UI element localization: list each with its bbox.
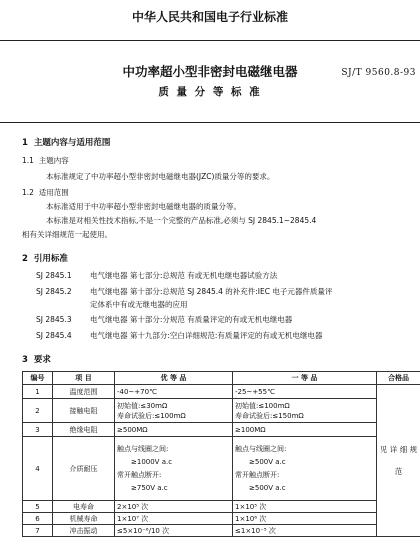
ref-text: 电气继电器 第十部分:分规范 有质量评定的有或无机电继电器: [90, 315, 293, 324]
table-row: 1 温度范围 -40~+70℃ -25~+55℃ 见 详 细 规 范: [23, 385, 420, 399]
ref-code: SJ 2845.4: [36, 331, 72, 340]
section-1-2-heading: 1.2 适用范围: [22, 188, 69, 197]
title-rule: [0, 122, 420, 123]
ref-text: 电气继电器 第十九部分:空白详细规范:有质量评定的有或无机电继电器: [90, 331, 323, 340]
col-header-qualified-grade: 合格品: [377, 372, 420, 385]
section-1-2-body-1: 本标准适用于中功率超小型非密封电磁继电器的质量分等。: [46, 202, 241, 211]
standard-number: SJ/T 9560.8-93: [341, 68, 416, 78]
table-row: 2 接触电阻 初始值:≤30mΩ 寿命试验后:≤100mΩ 初始值:≤100mΩ 寿命试验后:≤150mΩ: [23, 399, 420, 423]
table-header-row: [23, 372, 420, 385]
col-header-number: 编号: [23, 372, 53, 385]
table-row: 6 机械寿命 1×10⁷ 次 1×10⁶ 次: [23, 513, 420, 525]
header-rule: [0, 40, 420, 41]
section-3-heading: 3 要求: [22, 355, 51, 365]
document-subtitle: 质 量 分 等 标 准: [158, 86, 262, 98]
ref-code: SJ 2845.1: [36, 271, 72, 280]
table-row: 4 介质耐压 触点与线圈之间: ≥1000V a.c 常开触点断开: ≥750V a.c 触点与线圈之间: ≥500V a.c 常开触点断开: ≥500V a.c: [23, 437, 420, 501]
table-row: 5 电寿命 2×10⁵ 次 1×10⁵ 次: [23, 501, 420, 513]
quality-grade-table: [22, 371, 420, 537]
section-1-heading: 1 主题内容与适用范围: [22, 138, 111, 148]
qualified-grade-note: 见 详 细 规 范: [377, 385, 420, 537]
col-header-item: 项 目: [53, 372, 115, 385]
table-row: 3 绝缘电阻 ≥500MΩ ≥100MΩ: [23, 423, 420, 437]
section-1-2-body-2: 本标准是对相关性技术指标,不是一个完整的产品标准,必须与 SJ 2845.1~2845.4: [46, 216, 317, 225]
section-1-2-body-3: 相有关详细规范一起使用。: [22, 230, 112, 239]
document-title: 中功率超小型非密封电磁继电器: [122, 64, 298, 79]
ref-text: 定体系中有或无继电器的应用: [90, 300, 188, 309]
section-1-1-body: 本标准规定了中功率超小型非密封电磁继电器(JZC)质量分等的要求。: [46, 172, 275, 181]
table-row: 7 冲击振动 ≤5×10⁻⁶/10 次 ≤1×10⁻⁵ 次: [23, 525, 420, 537]
section-1-1-heading: 1.1 主题内容: [22, 156, 69, 165]
ref-text: 电气继电器 第十部分:总规范 SJ 2845.4 的补充件:IEC 电子元器件质量评: [90, 287, 333, 296]
ref-text: 电气继电器 第七部分:总规范 有或无机电继电器试验方法: [90, 271, 278, 280]
section-2-heading: 2 引用标准: [22, 254, 68, 264]
col-header-first-grade: 一 等 品: [233, 372, 377, 385]
ref-code: SJ 2845.2: [36, 287, 72, 296]
issuing-org: 中华人民共和国电子行业标准: [131, 10, 288, 24]
col-header-premium-grade: 优 等 品: [115, 372, 233, 385]
ref-code: SJ 2845.3: [36, 315, 72, 324]
